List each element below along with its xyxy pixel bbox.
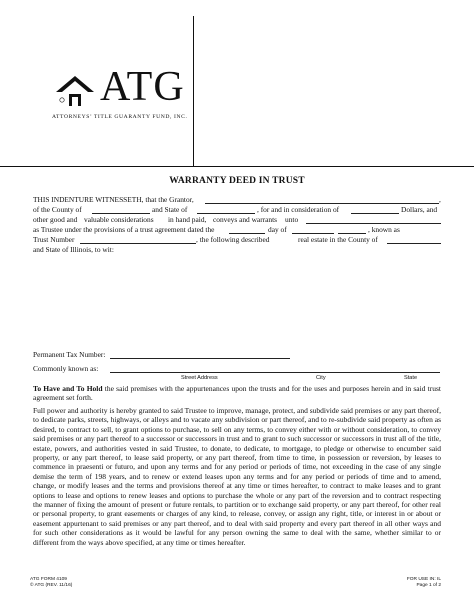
amount-field[interactable] xyxy=(351,213,399,214)
to-have-heading: To Have and To Hold xyxy=(33,384,103,393)
grantor-field[interactable] xyxy=(205,203,439,204)
commonly-known-label: Commonly known as: xyxy=(33,364,99,373)
logo-wordmark: ATG xyxy=(100,64,185,110)
city-caption: City xyxy=(316,375,326,381)
to-have-text: the said premises with the appurtenances upon the trusts and for the uses and purposes herein and in said trust agreement set forth. xyxy=(33,384,441,403)
grantee-field[interactable] xyxy=(306,223,441,224)
real-estate-county-field[interactable] xyxy=(387,243,441,244)
real-estate-county-label: real estate in the County of xyxy=(298,235,378,244)
form-number: ATG FORM 4109 xyxy=(30,577,67,582)
county-label: of the County of xyxy=(33,205,82,214)
state-caption: State xyxy=(404,375,418,381)
following-described-label: , the following described xyxy=(196,235,270,244)
valuable-considerations-label: valuable considerations xyxy=(84,215,154,224)
state-label: and State of xyxy=(152,205,188,214)
for-use-in: FOR USE IN: IL xyxy=(406,577,441,582)
conveys-warrants-label: conveys and warrants xyxy=(213,215,278,224)
form-revision: © ATG (REV. 11/16) xyxy=(30,583,73,588)
permanent-tax-field[interactable] xyxy=(110,358,290,359)
trust-year-field[interactable] xyxy=(338,233,366,234)
recorder-box-bottom-border xyxy=(0,166,474,167)
recorder-box-left-border xyxy=(193,16,194,166)
footer-page-info xyxy=(407,577,441,589)
in-hand-paid-label: in hand paid, xyxy=(168,215,207,224)
state-illinois-label: and State of Illinois, to wit: xyxy=(33,245,114,254)
dollars-label: Dollars, and xyxy=(401,205,438,214)
county-field[interactable] xyxy=(92,213,150,214)
full-power-paragraph: Full power and authority is hereby granted to said Trustee to improve, manage, protect, and subdivide said premises or any part thereof, to dedicate parks, streets, highways, or alleys and to vacate any subdivision or part thereof, and to re-subdivide said property as often as desired, to contract to sell, to grant options to purchase, to sell on any terms, to convey either with or without consideration, to convey said premises or any part thereof to a successor or successors in trust and to grant to such successor or successors in trust all of the title, estate, powers, and authorities vested in said Trustee, to donate, to dedicate, to mortgage, to pledge or otherwise to encumber said property, or any part thereof, to lease said property, or any part thereof, from time to time, in possession or reversion, by leases to commence in praesenti or futuro, and upon any terms and for any period or periods of time, not exceeding in the case of any single demise the term of 198 years, and to renew or extend leases upon any terms and for any period or periods of time and to amend, change, or modify leases and the terms and provisions thereof at any time or times hereafter, to contract to make leases and to grant options to lease and options to renew leases and options to purchase the whole or any part of the reversion and to contract respecting the manner of fixing the amount of present or future rentals, to partition or to exchange said property, or any part thereof, for other real or personal property, to grant easements or charges of any kind, to release, convey, or assign any right, title, or interest in or about or easement appurtenant to said premises or any part thereof, and to deal with said property and every part thereof in all other ways and for such other considerations as it would be lawful for any person owning the same to deal with the same, whether similar to or different from the ways above specified, at any time or times hereafter. xyxy=(33,406,441,547)
trust-number-field[interactable] xyxy=(80,243,196,244)
unto-label: unto xyxy=(285,215,299,224)
to-have-and-to-hold-paragraph xyxy=(33,384,441,403)
trust-month-field[interactable] xyxy=(292,233,334,234)
trust-number-label: Trust Number xyxy=(33,235,75,244)
day-of-label: day of xyxy=(268,225,287,234)
document-title: WARRANTY DEED IN TRUST xyxy=(169,176,305,186)
other-good-label: other good and xyxy=(33,215,78,224)
street-address-caption: Street Address xyxy=(181,375,218,381)
grantor-intro: THIS INDENTURE WITNESSETH, that the Grantor, xyxy=(33,195,194,204)
known-as-label: , known as xyxy=(368,225,400,234)
address-field[interactable] xyxy=(110,372,440,373)
trust-day-field[interactable] xyxy=(229,233,265,234)
consideration-label: , for and in consideration of xyxy=(257,205,340,214)
page-number: Page 1 of 2 xyxy=(416,583,441,588)
trust-agreement-label: as Trustee under the provisions of a trust agreement dated the xyxy=(33,225,215,234)
permanent-tax-label: Permanent Tax Number: xyxy=(33,350,106,359)
state-field[interactable] xyxy=(197,213,255,214)
footer-form-info xyxy=(30,577,72,589)
house-roof-icon xyxy=(54,74,96,108)
logo-subtitle: ATTORNEYS’ TITLE GUARANTY FUND, INC. xyxy=(52,114,188,120)
